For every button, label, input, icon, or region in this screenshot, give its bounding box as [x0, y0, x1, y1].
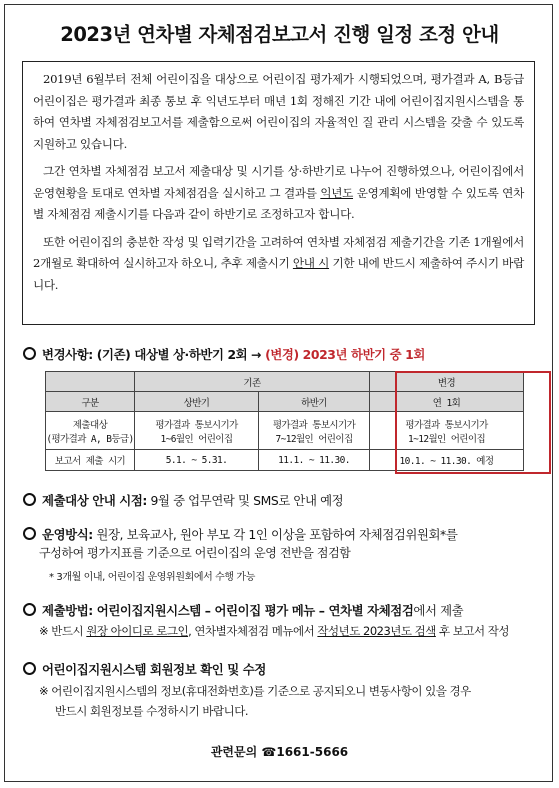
- table-cell-line: 제출대상: [72, 419, 108, 431]
- section-member-note-line1: ※ 어린이집지원시스템의 정보(휴대전화번호)를 기준으로 공지되오니 변동사항이 있을 경우: [39, 684, 471, 698]
- method-note-suffix: 후 보고서 작성: [435, 624, 509, 638]
- intro-p2-text-b: 운영계획에 반영할 수 있도록 연차별 자체점검 제출시기를 다음과 같이 하반기로 조정하고자 합니다.: [33, 185, 524, 221]
- table-cell-once-period: 10.1. ~ 11.30. 예정: [370, 450, 524, 471]
- section-notice-text: 9월 중 업무연락 및 SMS로 안내 예정: [146, 493, 344, 508]
- section-change-text: (기존) 대상별 상·하반기 2회 →: [92, 347, 266, 362]
- section-member-label: 어린이집지원시스템 회원정보 확인 및 수정: [42, 662, 266, 677]
- section-method: [23, 601, 463, 619]
- intro-p2-underlined: 익년도: [320, 185, 354, 200]
- table-col-once: 연 1회: [370, 392, 524, 412]
- table-group-existing: 기존: [135, 372, 370, 392]
- table-cell-line: 7~12월인 어린이집: [275, 433, 353, 445]
- table-cell-line: 평가결과 통보시기가: [155, 419, 238, 431]
- section-method-label: 제출방법: 어린이집지원시스템 – 어린이집 평가 메뉴 – 연차별 자체점검: [42, 603, 414, 618]
- section-member-note-line2: 반드시 회원정보를 수정하시기 바랍니다.: [55, 704, 248, 718]
- table-cell-line: (평가결과 A, B등급): [46, 433, 134, 445]
- table-cell-line: 평가결과 통보시기가: [405, 419, 488, 431]
- intro-p3-text-a: 또한 어린이집의 충분한 작성 및 입력기간을 고려하여 연차별 자체점검 제출기간을 기존 1개월에서 2개월로 확대하여 실시하고자 하오니, 추후 제출시기: [33, 234, 524, 270]
- ring-bullet-icon: [23, 347, 36, 360]
- notice-frame: [4, 4, 553, 782]
- table-col-second-half: 하반기: [259, 392, 370, 412]
- table-col-first-half: 상반기: [135, 392, 259, 412]
- section-method-text: 에서 제출: [413, 603, 464, 618]
- ring-bullet-icon: [23, 662, 36, 675]
- intro-paragraph-3: [33, 232, 524, 297]
- ring-bullet-icon: [23, 527, 36, 540]
- section-operation-text: 원장, 보육교사, 원아 부모 각 1인 이상을 포함하여 자체점검위원회*를: [92, 527, 458, 542]
- table-row: [46, 412, 524, 450]
- schedule-table: [45, 371, 524, 471]
- table-row: [46, 450, 524, 471]
- section-notice-timing: [23, 491, 343, 509]
- method-note-search: 작성년도 2023년도 검색: [317, 624, 436, 638]
- intro-p3-text-b: 기한 내에 반드시 제출하여 주시기 바랍니다.: [33, 256, 524, 292]
- section-operation-label: 운영방식:: [42, 527, 93, 542]
- contact-label: 관련문의: [210, 745, 258, 759]
- section-operation: [23, 525, 457, 543]
- table-corner-cell: [46, 372, 135, 392]
- table-cell-line: 1~12월인 어린이집: [407, 433, 486, 445]
- table-cell-second-period: 11.1. ~ 11.30.: [259, 450, 370, 471]
- method-note-login: 원장 아이디로 로그인: [86, 624, 189, 638]
- intro-paragraph-1: 2019년 6월부터 전체 어린이집을 대상으로 어린이집 평가제가 시행되었으며, 평가결과 A, B등급 어린이집은 평가결과 최종 통보 후 익년도부터 매년 1회 정해진 기간 내에 어린이집지원시스템을 통하여 연차별 자체점검보고서를 제출함으로써 어린이집의 자율적인 질 관리 시스템을 갖출 수 있도록 지원하고 있습니다.: [33, 72, 524, 151]
- intro-box: [22, 61, 535, 325]
- phone-icon: ☎: [261, 745, 277, 759]
- contact-line: [5, 743, 554, 760]
- section-change: [23, 345, 425, 363]
- table-cell-line: 1~6월인 어린이집: [160, 433, 233, 445]
- contact-number: 1661-5666: [276, 745, 349, 759]
- section-operation-footnote: * 3개월 이내, 어린이집 운영위원회에서 수행 가능: [49, 572, 255, 583]
- table-cell-target-label: [46, 412, 135, 450]
- section-change-label: 변경사항:: [42, 347, 93, 362]
- table-cell-line: 평가결과 통보시기가: [272, 419, 356, 431]
- intro-p2-text-a: 그간 연차별 자체점검 보고서 제출대상 및 시기를 상·하반기로 나누어 진행하였으나, 어린이집에서 운영현황을 토대로 연차별 자체점검을 실시하고 그 결과를: [33, 164, 524, 200]
- table-cell-second-target: [259, 412, 370, 450]
- table-cell-first-target: [135, 412, 259, 450]
- section-member-info: [23, 660, 266, 678]
- section-change-new: (변경) 2023년 하반기 중 1회: [265, 347, 425, 362]
- table-cell-first-period: 5.1. ~ 5.31.: [135, 450, 259, 471]
- table-cell-once-target: [370, 412, 524, 450]
- section-method-note: [39, 621, 509, 641]
- section-operation-line2: 구성하여 평가지표를 기준으로 어린이집의 운영 전반을 점검함: [39, 546, 351, 560]
- method-note-middle: , 연차별자체점검 메뉴에서: [188, 624, 318, 638]
- section-notice-label: 제출대상 안내 시점:: [42, 493, 147, 508]
- intro-paragraph-2: [33, 161, 524, 226]
- table-col-category: 구분: [46, 392, 135, 412]
- page-title: 2023년 연차별 자체점검보고서 진행 일정 조정 안내: [60, 23, 499, 46]
- method-note-prefix: ※ 반드시: [39, 624, 87, 638]
- table-group-changed: 변경: [370, 372, 524, 392]
- table-cell-period-label: 보고서 제출 시기: [46, 450, 135, 471]
- intro-p3-underlined: 안내 시: [292, 256, 330, 270]
- ring-bullet-icon: [23, 603, 36, 616]
- ring-bullet-icon: [23, 493, 36, 506]
